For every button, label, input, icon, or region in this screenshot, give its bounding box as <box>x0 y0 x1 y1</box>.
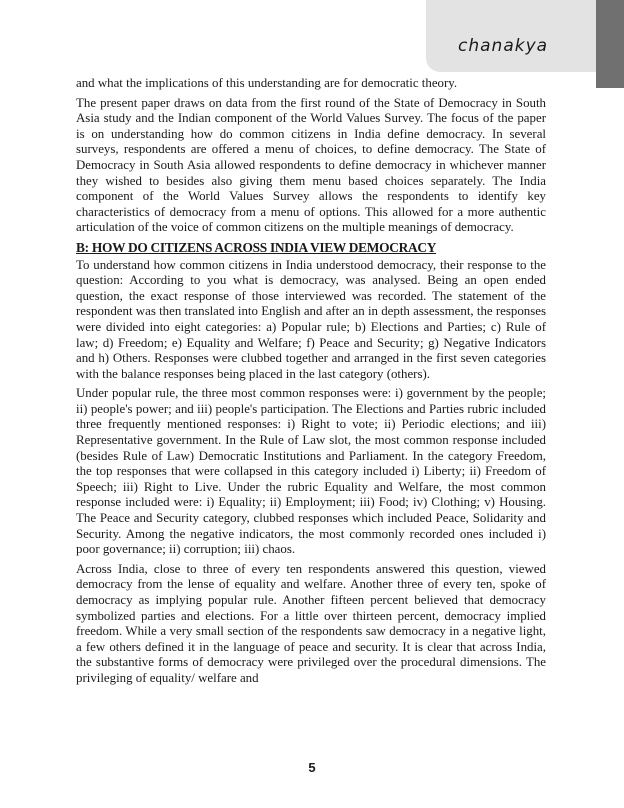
header-stripe <box>596 0 624 88</box>
paragraph-5: Across India, close to three of every ten respondents answered this question, viewed democracy from the lense of equality and welfare. Another three of every ten, spoke of democracy as implying popular rule. Another fifteen percent believed that democracy symbolized parties and elections. For a little over thirteen percent, democracy implied freedom. While a very small section of the respondents saw democracy in a negative light, a few others defined it in the language of peace and security. It is clear that across India, the substantive forms of democracy were privileged over the procedural dimensions. The privileging of equality/ welfare and <box>76 561 546 685</box>
page-number: 5 <box>308 760 316 775</box>
paragraph-2: The present paper draws on data from the first round of the State of Democracy in South Asia study and the Indian component of the World Values Survey. The focus of the paper is on understanding how do common citizens in India define democracy. In several surveys, respondents are offered a menu of choices, to define democracy. The State of Democracy in South Asia allowed respondents to define democracy in whichever manner they wished to besides also giving them menu based choices separately. The India component of the World Values Survey allows the respondents to identify key characteristics of democracy from a menu of options. This allowed for a more authentic articulation of the voice of common citizens on the multiple meanings of democracy. <box>76 95 546 235</box>
paragraph-1: and what the implications of this understanding are for democratic theory. <box>76 76 458 90</box>
paragraph-4: Under popular rule, the three most common responses were: i) government by the people; ii) people's power; and iii) people's participation. The Elections and Parties rubric included three frequently mentioned responses: i) Right to vote; ii) Periodic elections; and iii) Representative government. In the Rule of Law slot, the most common response included (besides Rule of Law) Democratic Institutions and Parliament. In the category Freedom, the top responses that were collapsed in this category included i) Liberty; ii) Freedom of Speech; iii) Right to Live. Under the rubric Equality and Welfare, the most common response included were: i) Equality; ii) Employment; iii) Food; iv) Clothing; v) Housing. The Peace and Security category, clubbed responses which included Peace, Solidarity and Security. Among the negative indicators, the most commonly recorded ones included i) poor governance; ii) corruption; iii) chaos. <box>76 386 546 557</box>
paragraph-3: To understand how common citizens in India understood democracy, their response to the question: According to you what is democracy, was analysed. Being an open ended question, the exact response of those interviewed was recorded. The statement of the respondent was then translated into English and after an in depth assessment, the responses were divided into eight categories: a) Popular rule; b) Elections and Parties; c) Rule of law; d) Freedom; e) Equality and Welfare; f) Peace and Security; g) Negative Indicators and h) Others. Responses were clubbed together and arranged in the first seven categories with the balance responses being placed in the last category (others). <box>76 257 546 381</box>
page-body <box>76 76 546 691</box>
journal-logo: chanakya <box>458 36 549 56</box>
section-heading: B: HOW DO CITIZENS ACROSS INDIA VIEW DEMOCRACY <box>76 239 437 255</box>
